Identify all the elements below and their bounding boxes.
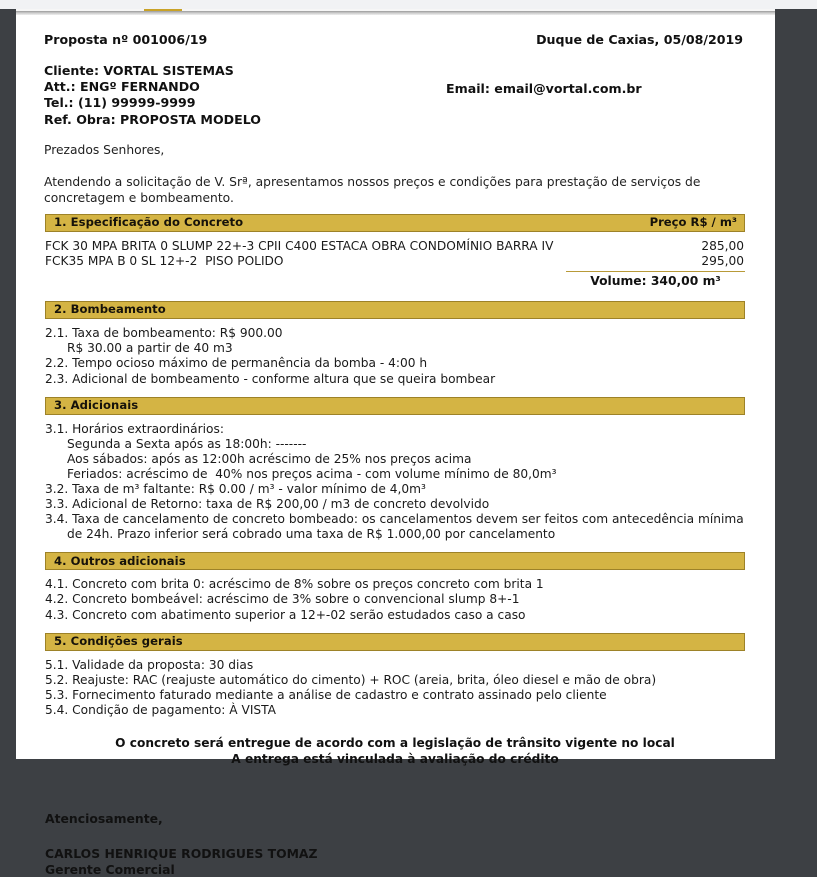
spec-price: 295,00	[701, 254, 745, 269]
list-item: 5.2. Reajuste: RAC (reajuste automático do cimento) + ROC (areia, brita, óleo diesel e mão de obra)	[45, 673, 745, 688]
section-title-4: 4. Outros adicionais	[54, 556, 186, 568]
list-item: 4.1. Concreto com brita 0: acréscimo de 8% sobre os preços concreto com brita 1	[45, 577, 745, 592]
closing-note-line: O concreto será entregue de acordo com a legislação de trânsito vigente no local	[45, 736, 745, 752]
list-item: 2.1. Taxa de bombeamento: R$ 900.00	[45, 326, 745, 341]
list-item: 2.2. Tempo ocioso máximo de permanência da bomba - 4:00 h	[45, 356, 745, 371]
list-item: 5.3. Fornecimento faturado mediante a análise de cadastro e contrato assinado pelo cliente	[45, 688, 745, 703]
signature-role: Gerente Comercial	[45, 862, 745, 877]
section-header-1	[45, 214, 745, 232]
section-header-3	[45, 397, 745, 415]
work-reference: Ref. Obra: PROPOSTA MODELO	[44, 112, 747, 128]
document-page	[16, 15, 775, 759]
list-item: Aos sábados: após as 12:00h acréscimo de 25% nos preços acima	[45, 452, 745, 467]
intro-paragraph: Atendendo a solicitação de V. Srª, apresentamos nossos preços e condições para prestação de serviços de concretagem e bombeamento.	[16, 158, 762, 207]
list-item: 4.2. Concreto bombeável: acréscimo de 3% sobre o convencional slump 8+-1	[45, 592, 745, 607]
spec-description: FCK 30 MPA BRITA 0 SLUMP 22+-3 CPII C400 ESTACA OBRA CONDOMÍNIO BARRA IV	[45, 239, 553, 254]
page-content	[16, 15, 775, 877]
volume-total: Volume: 340,00 m³	[566, 271, 745, 288]
list-item: 3.3. Adicional de Retorno: taxa de R$ 200,00 / m3 de concreto devolvido	[45, 497, 745, 512]
section-body-4	[16, 570, 775, 628]
section-title-5: 5. Condições gerais	[54, 636, 183, 648]
list-item: de 24h. Prazo inferior será cobrado uma taxa de R$ 1.000,00 por cancelamento	[45, 527, 745, 542]
section-body-2	[16, 319, 775, 392]
section-price-header: Preço R$ / m³	[650, 217, 737, 229]
spec-description: FCK35 MPA B 0 SL 12+-2 PISO POLIDO	[45, 254, 284, 269]
list-item: 4.3. Concreto com abatimento superior a 12+-02 serão estudados caso a caso	[45, 608, 745, 623]
list-item: R$ 30.00 a partir de 40 m3	[45, 341, 745, 356]
closing-notes	[16, 724, 775, 767]
section-header-2	[45, 301, 745, 319]
greeting-text: Prezados Senhores,	[16, 128, 775, 158]
closing-note-line: A entrega está vinculada à avaliação do crédito	[45, 752, 745, 768]
list-item: Feriados: acréscimo de 40% nos preços acima - com volume mínimo de 80,0m³	[45, 467, 745, 482]
section-title-1: 1. Especificação do Concreto	[54, 217, 243, 229]
client-email: Email: email@vortal.com.br	[446, 81, 642, 96]
section-header-4	[45, 552, 745, 570]
spec-price: 285,00	[701, 239, 745, 254]
section-title-2: 2. Bombeamento	[54, 304, 166, 316]
list-item: 2.3. Adicional de bombeamento - conforme altura que se queira bombear	[45, 372, 745, 387]
list-item: 3.4. Taxa de cancelamento de concreto bombeado: os cancelamentos devem ser feitos com antecedência mínima	[45, 512, 745, 527]
document-header	[16, 15, 775, 47]
volume-total-wrapper	[45, 271, 745, 288]
table-row	[45, 254, 745, 269]
client-block	[16, 47, 775, 128]
viewer-toolbar-gap	[0, 0, 817, 9]
signature-block	[16, 767, 775, 877]
section-body-1	[16, 232, 775, 294]
signature-name: CARLOS HENRIQUE RODRIGUES TOMAZ	[45, 846, 745, 862]
signature-regards: Atenciosamente,	[45, 811, 745, 827]
list-item: Segunda a Sexta após as 18:00h: -------	[45, 437, 745, 452]
list-item: 3.1. Horários extraordinários:	[45, 422, 745, 437]
proposal-number: Proposta nº 001006/19	[44, 32, 207, 47]
list-item: 5.4. Condição de pagamento: À VISTA	[45, 703, 745, 718]
table-row	[45, 239, 745, 254]
section-body-3	[16, 415, 775, 549]
section-header-5	[45, 633, 745, 651]
list-item: 3.2. Taxa de m³ faltante: R$ 0.00 / m³ - valor mínimo de 4,0m³	[45, 482, 745, 497]
section-body-5	[16, 651, 775, 724]
section-title-3: 3. Adicionais	[54, 400, 138, 412]
city-and-date: Duque de Caxias, 05/08/2019	[536, 32, 745, 47]
client-attention: Att.: ENGº FERNANDO	[44, 79, 747, 95]
client-name: Cliente: VORTAL SISTEMAS	[44, 63, 747, 79]
list-item: 5.1. Validade da proposta: 30 dias	[45, 658, 745, 673]
client-phone: Tel.: (11) 99999-9999	[44, 95, 747, 111]
